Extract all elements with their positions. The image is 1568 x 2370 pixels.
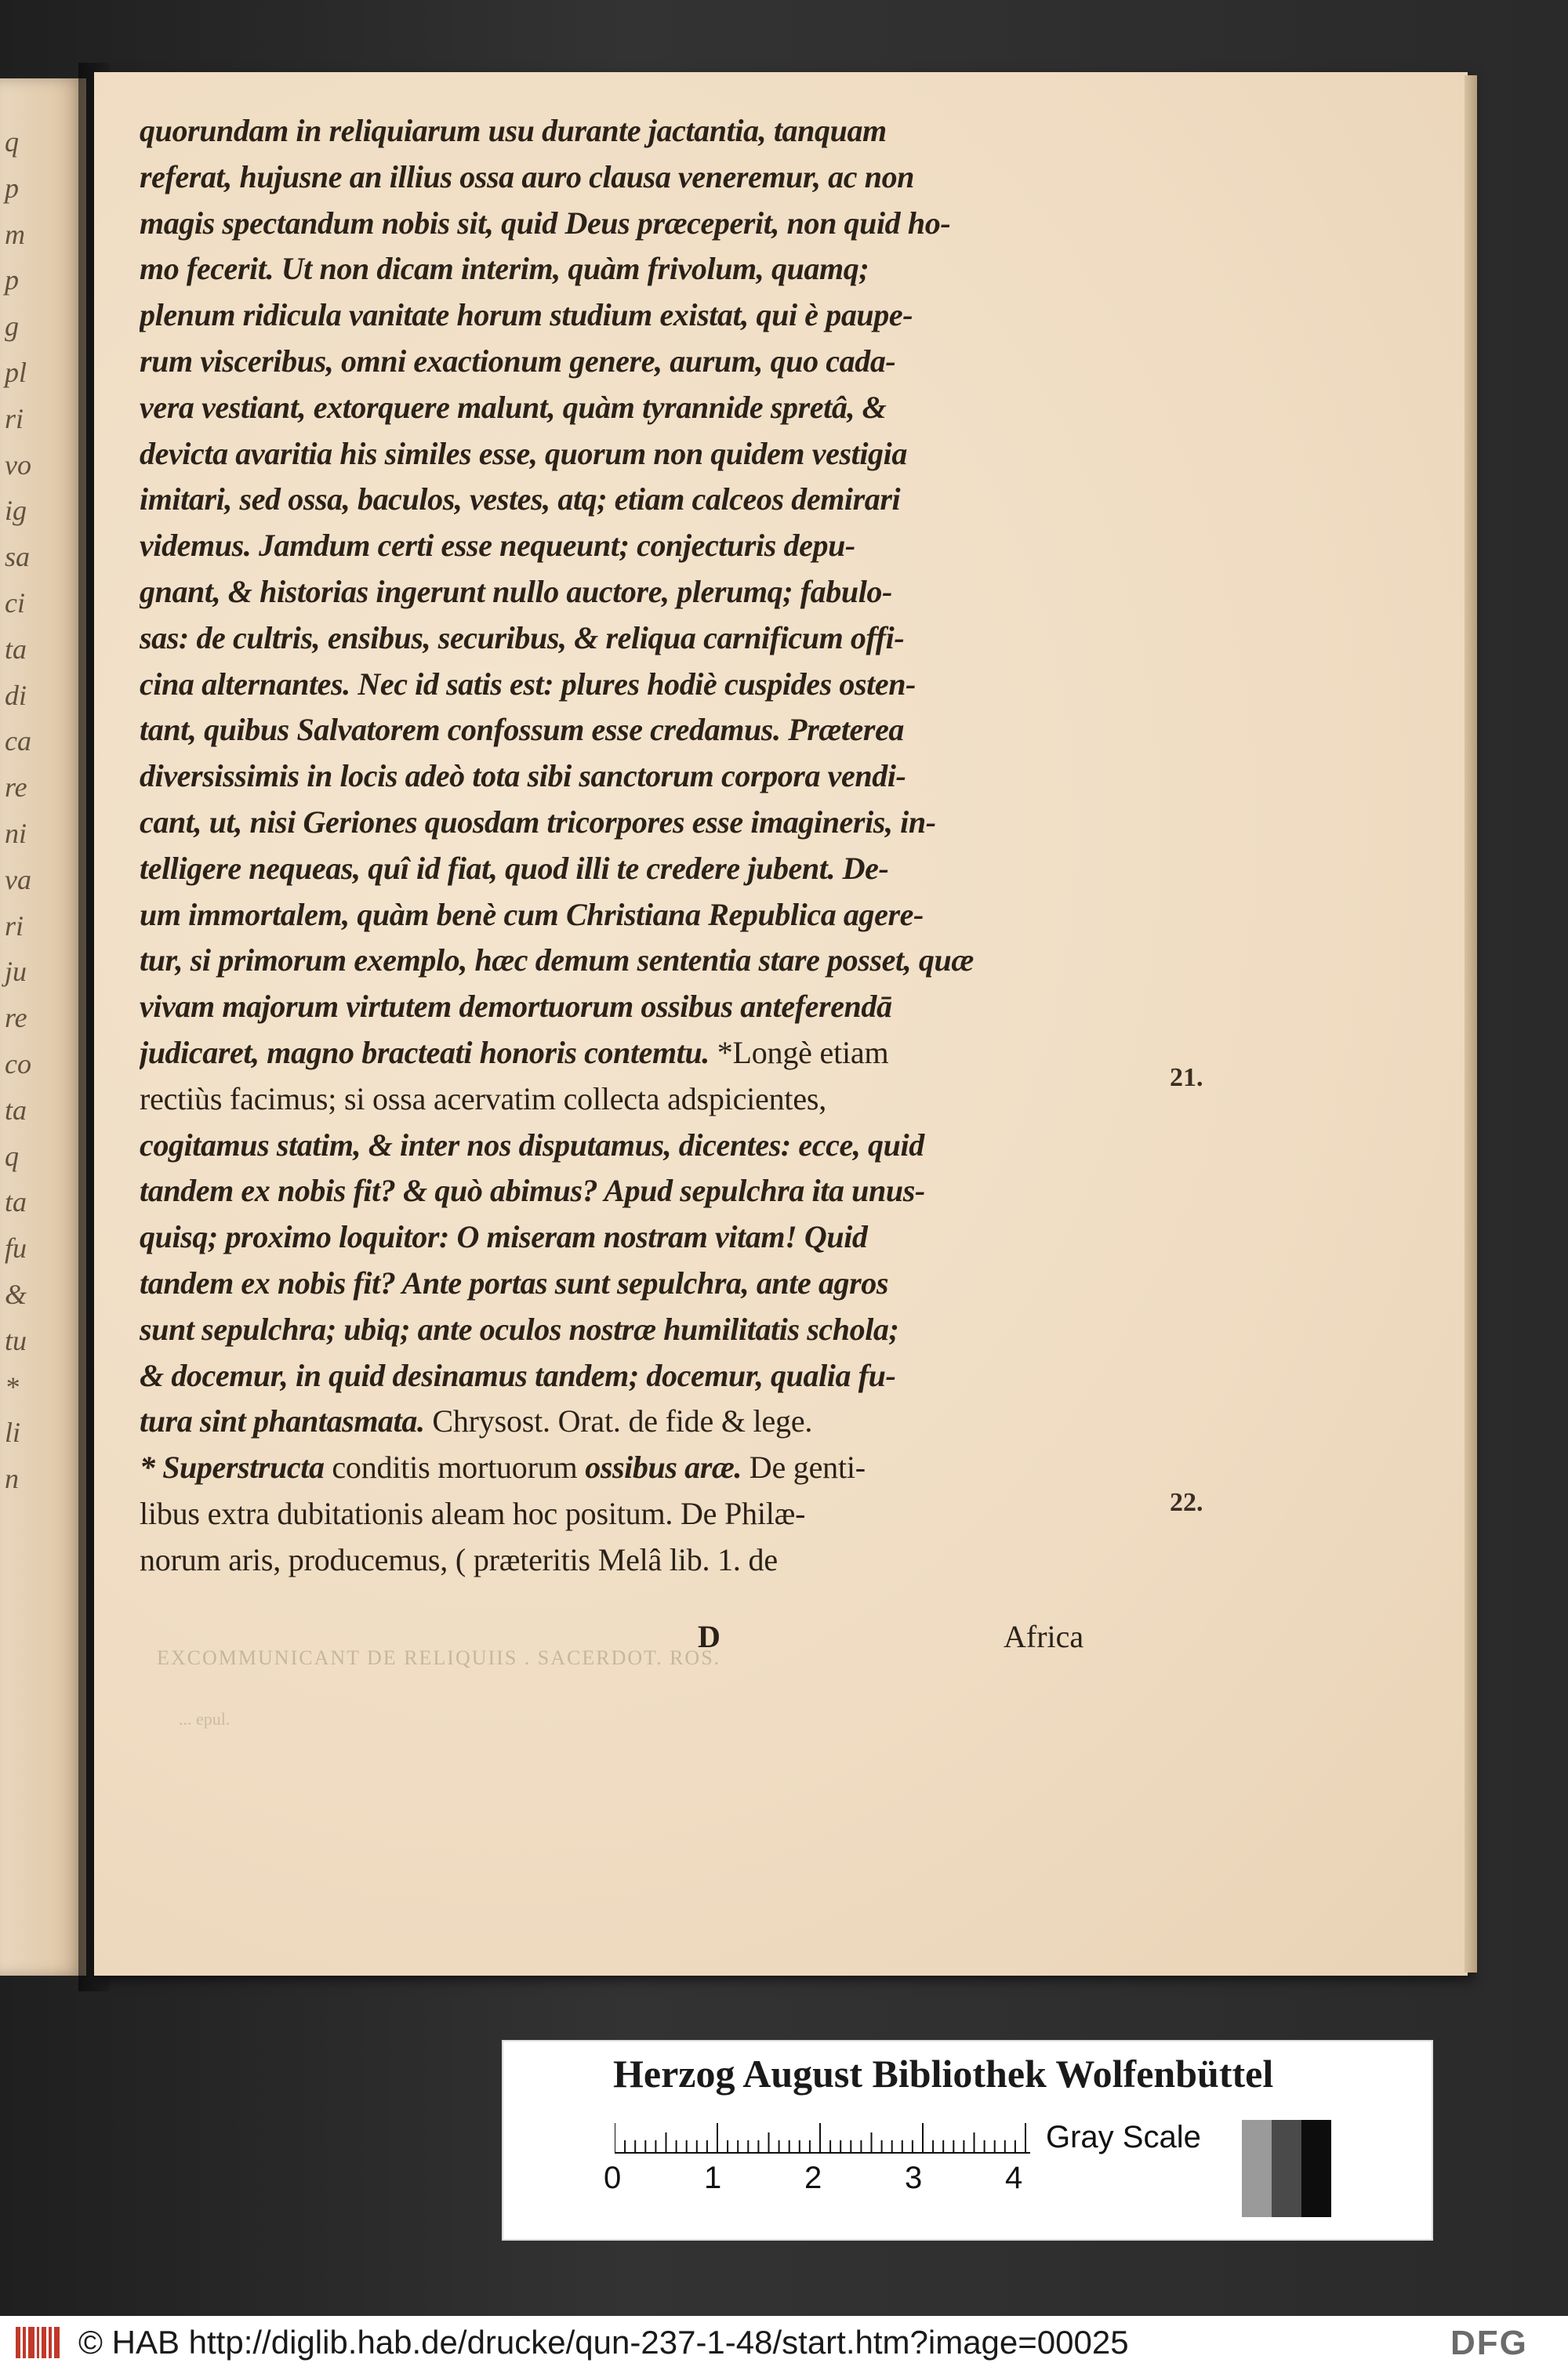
previous-page-fragment: ta bbox=[5, 633, 27, 665]
text-line bbox=[140, 1123, 1127, 1169]
previous-page-fragment: g bbox=[5, 310, 19, 343]
text-line bbox=[140, 569, 1127, 615]
gray-swatch bbox=[1272, 2120, 1301, 2217]
text-line bbox=[140, 707, 1127, 753]
catchword: Africa bbox=[1004, 1619, 1084, 1654]
text-run: plenum ridicula vanitate horum studium existat, qui è paupe- bbox=[140, 297, 913, 333]
text-run: tura sint phantasmata. bbox=[140, 1403, 425, 1439]
text-line bbox=[140, 753, 1127, 800]
text-line bbox=[140, 1076, 1127, 1123]
previous-page-fragment: ri bbox=[5, 909, 24, 942]
text-line bbox=[140, 246, 1127, 292]
previous-page-fragment: tu bbox=[5, 1324, 27, 1356]
previous-page-fragment: ta bbox=[5, 1186, 27, 1218]
text-run: rum visceribus, omni exactionum genere, aurum, quo cada- bbox=[140, 343, 896, 379]
text-run: cant, ut, nisi Geriones quosdam tricorpores esse imagineris, in- bbox=[140, 804, 936, 840]
text-line bbox=[140, 385, 1127, 431]
text-line bbox=[140, 1214, 1127, 1261]
dfg-logo: DFG bbox=[1450, 2324, 1528, 2362]
text-run: norum aris, producemus, ( præteritis Melâ lib. 1. de bbox=[140, 1541, 778, 1577]
previous-page-fragment: fu bbox=[5, 1232, 27, 1265]
text-line bbox=[140, 1491, 1127, 1537]
ruler-scale bbox=[615, 2123, 1030, 2154]
text-run: Chrysost. Orat. de fide & lege. bbox=[424, 1403, 813, 1439]
previous-page-edge bbox=[0, 78, 86, 1976]
previous-page-fragment: pl bbox=[5, 357, 27, 388]
text-line bbox=[140, 1307, 1127, 1353]
text-run: tur, si primorum exemplo, hæc demum sententia stare posset, quæ bbox=[140, 942, 974, 978]
text-line bbox=[140, 846, 1127, 892]
text-run: mo fecerit. Ut non dicam interim, quàm frivolum, quamq; bbox=[140, 251, 869, 287]
text-run: judicaret, magno bracteati honoris contemtu. bbox=[140, 1034, 710, 1070]
text-run: & docemur, in quid desinamus tandem; docemur, qualia fu- bbox=[140, 1357, 896, 1393]
gray-scale-swatches bbox=[1212, 2120, 1331, 2217]
bleed-through-text-2: ... epul. bbox=[179, 1709, 230, 1729]
text-line bbox=[140, 984, 1127, 1030]
text-line bbox=[140, 1261, 1127, 1307]
gray-scale-label: Gray Scale bbox=[1046, 2120, 1201, 2154]
text-line bbox=[140, 523, 1127, 569]
footer-bar bbox=[0, 2316, 1568, 2370]
text-run: vera vestiant, extorquere malunt, quàm tyrannide spretâ, & bbox=[140, 389, 887, 425]
margin-note-22: 22. bbox=[1170, 1488, 1203, 1517]
page-text-block bbox=[140, 108, 1127, 1584]
text-run: imitari, sed ossa, baculos, vestes, atq; etiam calceos demirari bbox=[140, 481, 901, 517]
ruler-label-1: 1 bbox=[704, 2161, 722, 2195]
text-run: De genti- bbox=[741, 1450, 866, 1486]
text-run: tandem ex nobis fit? & quò abimus? Apud sepulchra ita unus- bbox=[140, 1173, 925, 1209]
text-run: conditis mortuorum bbox=[324, 1450, 586, 1486]
text-line bbox=[140, 938, 1127, 984]
text-run: cogitamus statim, & inter nos disputamus, dicentes: ecce, quid bbox=[140, 1127, 924, 1163]
text-line bbox=[140, 201, 1127, 247]
text-run: referat, hujusne an illius ossa auro clausa veneremur, ac non bbox=[140, 158, 915, 194]
text-line bbox=[140, 431, 1127, 477]
barcode-icon bbox=[16, 2327, 63, 2358]
previous-page-fragment: m bbox=[5, 218, 25, 250]
text-line bbox=[140, 1168, 1127, 1214]
text-run: diversissimis in locis adeò tota sibi sanctorum corpora vendi- bbox=[140, 758, 906, 794]
text-run: tandem ex nobis fit? Ante portas sunt sepulchra, ante agros bbox=[140, 1265, 889, 1301]
text-run: vivam majorum virtutem demortuorum ossibus anteferendā bbox=[140, 989, 892, 1025]
color-target-card bbox=[502, 2040, 1433, 2241]
previous-page-fragment: q bbox=[5, 126, 19, 158]
library-name: Herzog August Bibliothek Wolfenbüttel bbox=[613, 2052, 1274, 2096]
bleed-through-text: EXCOMMUNICANT DE RELIQUIIS . SACERDOT. ROS. bbox=[157, 1646, 721, 1669]
text-line bbox=[140, 1030, 1127, 1076]
previous-page-fragment: q bbox=[5, 1140, 19, 1172]
previous-page-fragment: ig bbox=[5, 495, 27, 527]
text-run: * Superstructa bbox=[140, 1450, 325, 1486]
text-run: quisq; proximo loquitor: O miseram nostram vitam! Quid bbox=[140, 1219, 868, 1255]
previous-page-fragment: ta bbox=[5, 1094, 27, 1126]
text-line bbox=[140, 1537, 1127, 1584]
previous-page-fragment: sa bbox=[5, 541, 31, 573]
previous-page-fragment: * bbox=[5, 1370, 19, 1403]
text-run: telligere nequeas, quî id fiat, quod illi te credere jubent. De- bbox=[140, 850, 889, 886]
text-line bbox=[140, 477, 1127, 523]
previous-page-fragment: p bbox=[5, 172, 19, 204]
ruler-label-2: 2 bbox=[804, 2161, 822, 2195]
text-run: devicta avaritia his similes esse, quorum non quidem vestigia bbox=[140, 435, 907, 471]
gray-swatch bbox=[1212, 2120, 1242, 2217]
text-line bbox=[140, 615, 1127, 662]
previous-page-fragment: di bbox=[5, 679, 27, 711]
ruler-label-0: 0 bbox=[604, 2161, 622, 2195]
text-run: *Longè etiam bbox=[709, 1034, 889, 1070]
text-run: tant, quibus Salvatorem confossum esse credamus. Præterea bbox=[140, 712, 905, 748]
text-run: libus extra dubitationis aleam hoc positum. De Philæ- bbox=[140, 1495, 806, 1531]
text-run: magis spectandum nobis sit, quid Deus præceperit, non quid ho- bbox=[140, 205, 951, 241]
previous-page-fragment: ri bbox=[5, 402, 24, 434]
ruler-label-4: 4 bbox=[1005, 2161, 1023, 2195]
text-run: quorundam in reliquiarum usu durante jactantia, tanquam bbox=[140, 113, 887, 148]
text-run: cina alternantes. Nec id satis est: plures hodiè cuspides osten- bbox=[140, 666, 916, 702]
text-line bbox=[140, 1353, 1127, 1399]
text-line bbox=[140, 1399, 1127, 1445]
text-run: gnant, & historias ingerunt nullo auctore, plerumq; fabulo- bbox=[140, 573, 892, 609]
previous-page-fragment: ju bbox=[5, 956, 27, 988]
text-line bbox=[140, 339, 1127, 385]
text-run: um immortalem, quàm benè cum Christiana Republica agere- bbox=[140, 896, 924, 932]
previous-page-fragment: li bbox=[5, 1417, 21, 1449]
page-fore-edge bbox=[1465, 75, 1477, 1973]
text-line bbox=[140, 662, 1127, 708]
text-line bbox=[140, 292, 1127, 339]
ruler-label-3: 3 bbox=[905, 2161, 923, 2195]
previous-page-fragment: n bbox=[5, 1463, 19, 1495]
previous-page-fragment: & bbox=[5, 1279, 27, 1310]
previous-page-fragment: re bbox=[5, 1002, 27, 1034]
signature-mark: D bbox=[698, 1619, 720, 1654]
text-line bbox=[140, 154, 1127, 201]
text-run: sas: de cultris, ensibus, securibus, & reliqua carnificum offi- bbox=[140, 619, 905, 655]
text-run: videmus. Jamdum certi esse nequeunt; conjecturis depu- bbox=[140, 528, 855, 564]
text-line bbox=[140, 1445, 1127, 1491]
previous-page-fragment: vo bbox=[5, 448, 31, 481]
previous-page-fragment: ci bbox=[5, 587, 25, 619]
text-run: sunt sepulchra; ubiq; ante oculos nostræ humilitatis schola; bbox=[140, 1311, 899, 1347]
gray-swatch bbox=[1242, 2120, 1272, 2217]
text-line bbox=[140, 892, 1127, 938]
previous-page-fragment: p bbox=[5, 264, 19, 296]
previous-page-fragment: ni bbox=[5, 818, 27, 849]
margin-note-21: 21. bbox=[1170, 1063, 1203, 1092]
previous-page-fragment: ca bbox=[5, 725, 31, 757]
previous-page-fragment: re bbox=[5, 771, 27, 804]
ruler-labels bbox=[604, 2161, 1043, 2200]
text-line bbox=[140, 108, 1127, 154]
text-run: rectiùs facimus; si ossa acervatim collecta adspicientes, bbox=[140, 1080, 827, 1116]
gray-swatch bbox=[1301, 2120, 1331, 2217]
footer-source-link[interactable]: © HAB http://diglib.hab.de/drucke/qun-237-1-48/start.htm?image=00025 bbox=[78, 2324, 1129, 2361]
text-line bbox=[140, 800, 1127, 846]
previous-page-fragment: co bbox=[5, 1048, 31, 1080]
text-run: ossibus aræ. bbox=[585, 1450, 742, 1486]
previous-page-fragment: va bbox=[5, 863, 31, 895]
